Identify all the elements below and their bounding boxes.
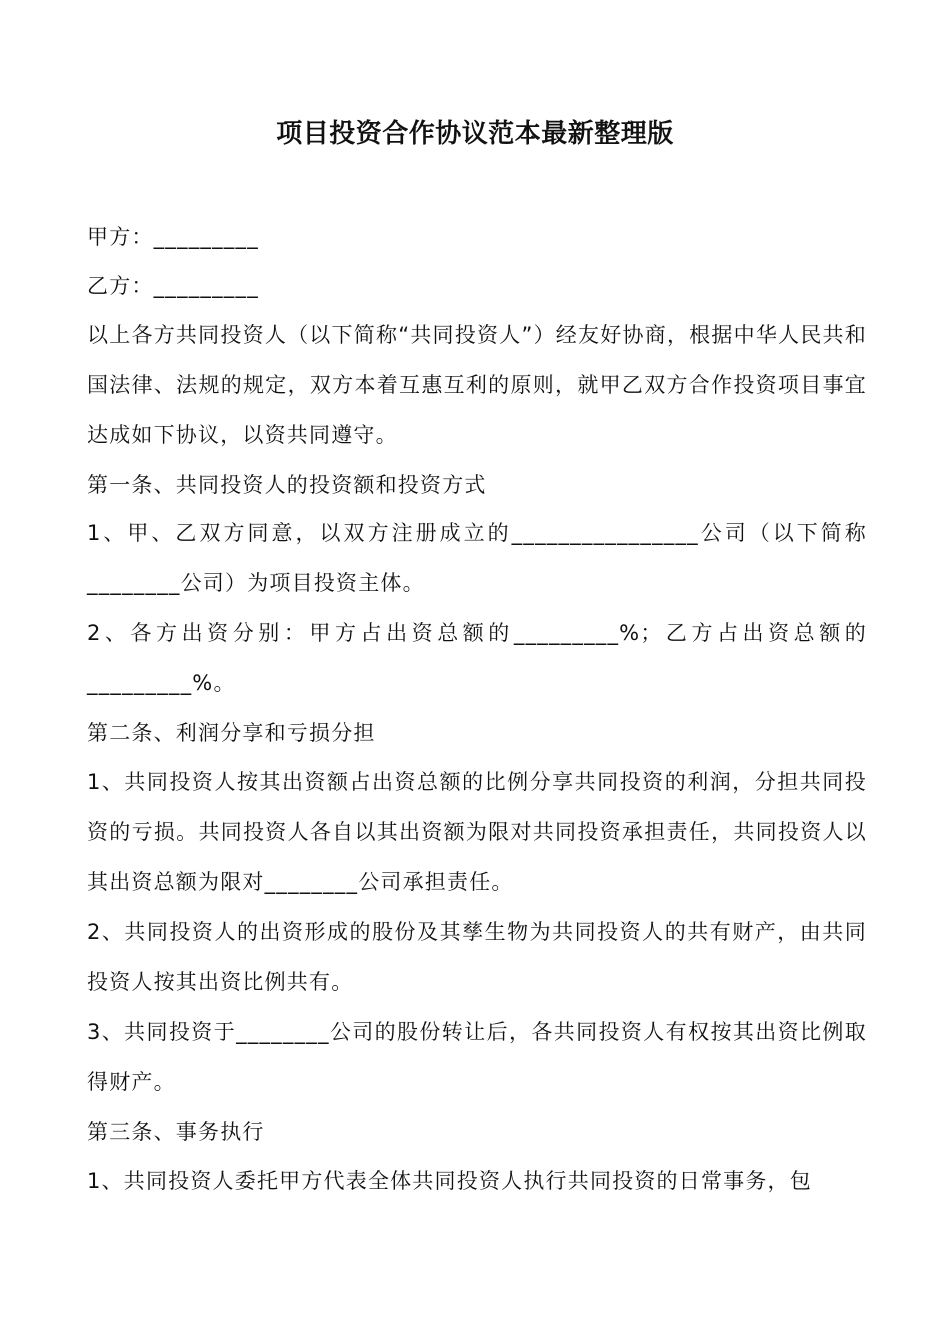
intro-paragraph: 以上各方共同投资人（以下简称“共同投资人”）经友好协商，根据中华人民共和国法律、法规的规定，双方本着互惠互利的原则，就甲乙双方合作投资项目事宜达成如下协议，以资共同遵守。 — [87, 323, 867, 447]
article1-item2: 2、各方出资分别：甲方占出资总额的_________%；乙方占出资总额的_________%。 — [87, 621, 867, 695]
article1-item1: 1、甲、乙双方同意，以双方注册成立的________________公司（以下简称________公司）为项目投资主体。 — [87, 521, 867, 595]
party-b-line: 乙方：_________ — [87, 274, 259, 298]
article2-item3: 3、共同投资于________公司的股份转让后，各共同投资人有权按其出资比例取得财产。 — [87, 1020, 867, 1094]
article3-heading: 第三条、事务执行 — [87, 1120, 265, 1144]
article2-item1: 1、共同投资人按其出资额占出资总额的比例分享共同投资的利润，分担共同投资的亏损。共同投资人各自以其出资额为限对共同投资承担责任，共同投资人以其出资总额为限对________公司承担责任。 — [87, 770, 867, 894]
article1-heading: 第一条、共同投资人的投资额和投资方式 — [87, 473, 487, 497]
party-a-line: 甲方：_________ — [87, 225, 259, 249]
article2-heading: 第二条、利润分享和亏损分担 — [87, 721, 376, 745]
article3-item1: 1、共同投资人委托甲方代表全体共同投资人执行共同投资的日常事务，包 — [87, 1169, 812, 1193]
document-title: 项目投资合作协议范本最新整理版 — [276, 119, 674, 149]
article2-item2: 2、共同投资人的出资形成的股份及其孳生物为共同投资人的共有财产，由共同投资人按其出资比例共有。 — [87, 920, 867, 994]
